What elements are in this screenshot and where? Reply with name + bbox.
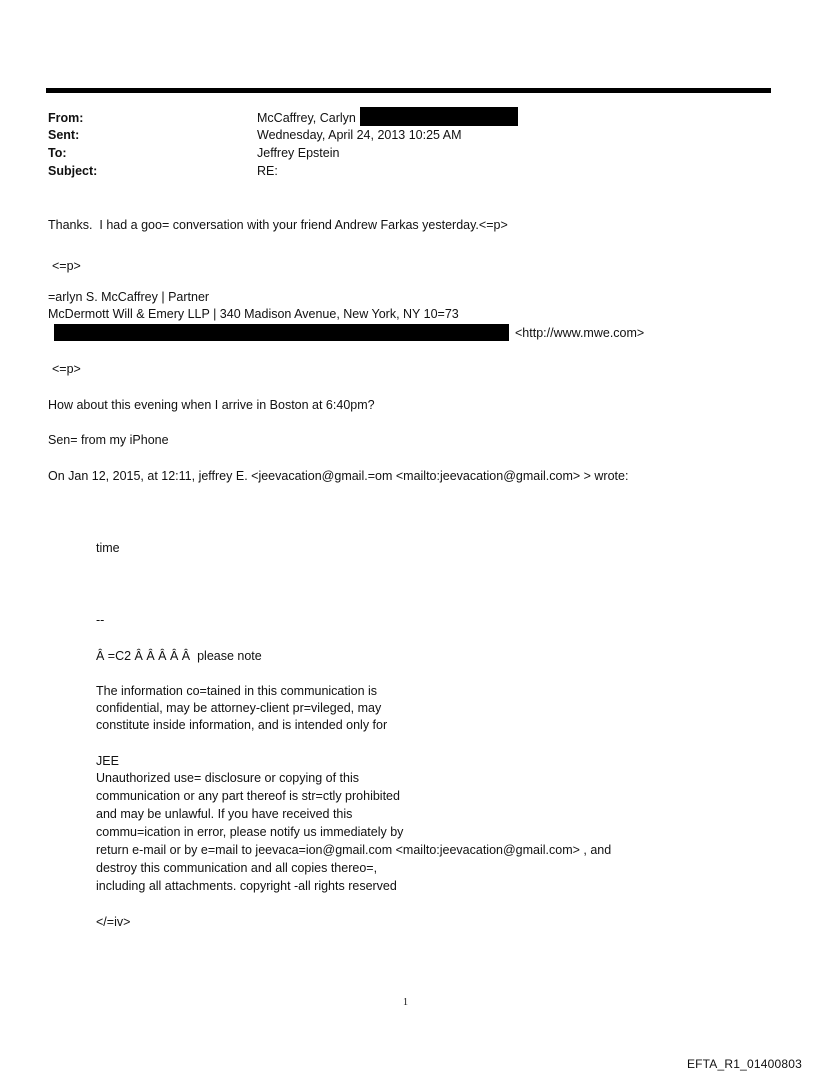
redaction-box — [360, 107, 518, 126]
page-number: 1 — [403, 997, 408, 1008]
subject-value: RE: — [257, 164, 278, 178]
sent-value: Wednesday, April 24, 2013 10:25 AM — [257, 128, 462, 142]
document-id: EFTA_R1_01400803 — [686, 1057, 802, 1071]
to-label: To: — [48, 146, 67, 160]
quoted-time: time — [96, 541, 120, 555]
from-label: From: — [48, 111, 84, 125]
disclaimer-line: constitute inside information, and is intended only for — [96, 718, 388, 732]
disclaimer-line: The information co=tained in this communication is — [96, 684, 378, 698]
disclaimer-line: JEE — [96, 754, 119, 768]
signature-name: =arlyn S. McCaffrey | Partner — [48, 290, 210, 304]
please-note: Â =C2 Â Â Â Â Â please note — [96, 649, 262, 663]
subject-label: Subject: — [48, 164, 98, 178]
from-value: McCaffrey, Carlyn — [257, 111, 356, 125]
body-line: Thanks. I had a goo= conversation with your friend Andrew Farkas yesterday.<=p> — [48, 218, 508, 232]
signature-url[interactable]: <http://www.mwe.com> — [515, 326, 645, 340]
disclaimer-line: destroy this communication and all copies thereo=, — [96, 861, 378, 875]
disclaimer-line: and may be unlawful. If you have received this — [96, 807, 353, 821]
disclaimer-line: communication or any part thereof is str=ctly prohibited — [96, 789, 400, 803]
disclaimer-line: confidential, may be attorney-client pr=vileged, may — [96, 701, 382, 715]
disclaimer-line: return e-mail or by e=mail to jeevaca=ion@gmail.com <mailto:jeevacation@gmail.com> , and — [96, 843, 612, 857]
p-tag: <=p> — [52, 259, 81, 273]
sent-label: Sent: — [48, 128, 80, 142]
p-tag: <=p> — [52, 362, 81, 376]
disclaimer-line: Unauthorized use= disclosure or copying of this — [96, 771, 359, 785]
sent-from-line: Sen= from my iPhone — [48, 433, 169, 447]
header-rule — [46, 88, 771, 93]
signature-firm: McDermott Will & Emery LLP | 340 Madison Avenue, New York, NY 10=73 — [48, 307, 459, 321]
closing-tag: </=iv> — [96, 915, 131, 929]
disclaimer-line: commu=ication in error, please notify us immediately by — [96, 825, 404, 839]
redaction-box — [54, 324, 509, 341]
disclaimer-line: including all attachments. copyright -all rights reserved — [96, 879, 397, 893]
wrote-line: On Jan 12, 2015, at 12:11, jeffrey E. <jeevacation@gmail.=om <mailto:jeevacation@gmail.com> > wrote: — [48, 469, 629, 483]
quoted-dashes: -- — [96, 613, 105, 627]
body-question: How about this evening when I arrive in Boston at 6:40pm? — [48, 398, 375, 412]
to-value: Jeffrey Epstein — [257, 146, 340, 160]
